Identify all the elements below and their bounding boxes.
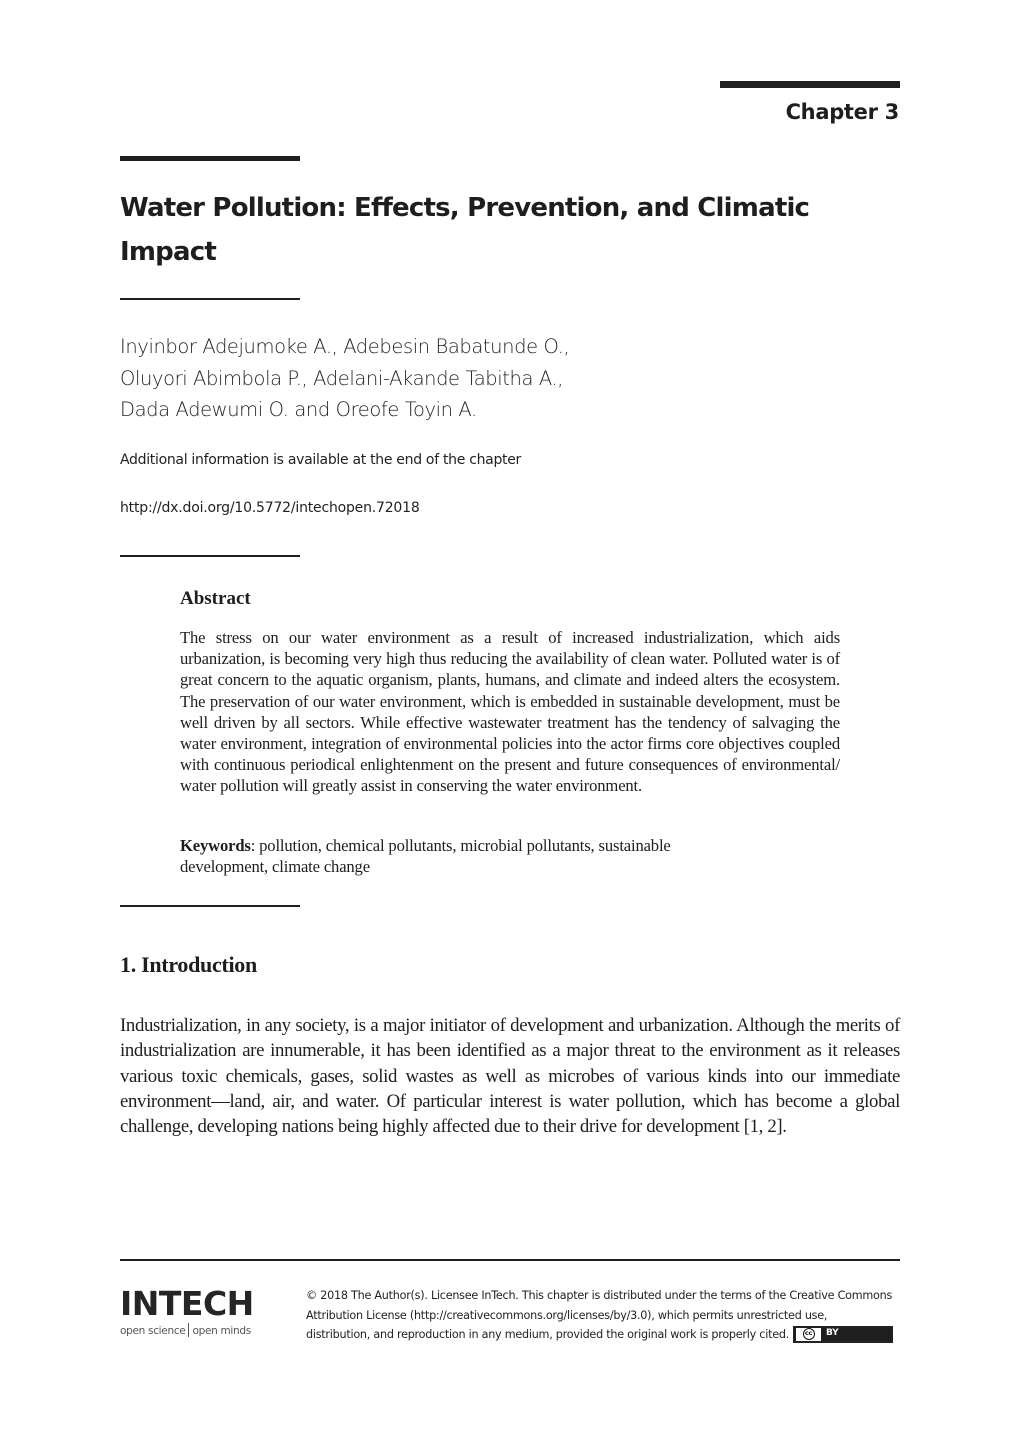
creative-commons-icon — [796, 1328, 821, 1341]
keywords-list: : pollution, chemical pollutants, microbial pollutants, sustainable — [250, 836, 671, 855]
license-line-text: distribution, and reproduction in any medium, provided the original work is properly cited. — [306, 1328, 789, 1341]
cc-icon-glyph: cc — [803, 1328, 815, 1340]
chapter-label: Chapter 3 — [785, 100, 899, 124]
intech-tagline — [120, 1323, 254, 1337]
tagline-right: open minds — [192, 1325, 251, 1337]
abstract-body: The stress on our water environment as a result of increased industrialization, which aids urbanization, is becoming very high thus reducing the availability of clean water. Polluted water is of great concern to the aquatic organism, plants, humans, and climate and indeed alters the ecosystem. The preservation of our water environment, which is embedded in sustainable development, must be well driven by all sectors. While effective wastewater treatment has the tendency of salvaging the water environment, integration of environmental policies into the actor firms core objectives coupled with continuous periodical enlightenment on the present and future consequences of environmental/ water pollution will greatly assist in conserving the water environment. — [180, 628, 840, 796]
chapter-title-line: Water Pollution: Effects, Prevention, and Climatic — [120, 193, 810, 223]
footer-rule — [120, 1259, 900, 1261]
license-notice — [306, 1286, 916, 1345]
license-line — [306, 1325, 916, 1345]
cc-by-label: BY — [826, 1328, 839, 1339]
additional-info-note: Additional information is available at the end of the chapter — [120, 452, 521, 468]
abstract-top-rule — [120, 555, 300, 557]
chapter-title-line: Impact — [120, 237, 216, 267]
keywords-list-continued: development, climate change — [180, 857, 370, 877]
keywords-label: Keywords — [180, 836, 251, 855]
keywords — [180, 835, 840, 877]
license-line: © 2018 The Author(s). Licensee InTech. This chapter is distributed under the terms of the Creative Commons — [306, 1289, 893, 1302]
title-top-rule — [120, 156, 300, 161]
introduction-paragraph: Industrialization, in any society, is a major initiator of development and urbanization. Although the merits of industrialization are innumerable, it has been identified as a major threat to the environment as it releases various toxic chemicals, gases, solid wastes as well as microbes of various kinds into our immediate environment—land, air, and water. Of particular interest is water pollution, which has become a global challenge, developing nations being highly affected due to their drive for development [1, 2]. — [120, 1015, 900, 1138]
abstract-bottom-rule — [120, 905, 300, 907]
author-list — [120, 331, 569, 426]
cc-by-badge[interactable] — [793, 1326, 893, 1343]
author-line: Dada Adewumi O. and Oreofe Toyin A. — [120, 398, 477, 421]
doi-link[interactable]: http://dx.doi.org/10.5772/intechopen.72018 — [120, 500, 420, 516]
license-line: Attribution License (http://creativecommons.org/licenses/by/3.0), which permits unrestricted use, — [306, 1308, 828, 1322]
author-line: Inyinbor Adejumoke A., Adebesin Babatunde O., — [120, 335, 570, 358]
tagline-left: open science — [120, 1325, 186, 1337]
chapter-title — [120, 186, 880, 274]
chapter-top-rule — [720, 81, 900, 88]
section-heading-introduction: 1. Introduction — [120, 952, 257, 977]
author-line: Oluyori Abimbola P., Adelani-Akande Tabitha A., — [120, 366, 564, 390]
abstract-heading: Abstract — [180, 588, 251, 609]
tagline-separator — [188, 1323, 189, 1337]
intech-logo-wordmark: INTECH — [120, 1284, 254, 1323]
title-bottom-rule — [120, 298, 300, 300]
intech-logo — [120, 1284, 254, 1337]
